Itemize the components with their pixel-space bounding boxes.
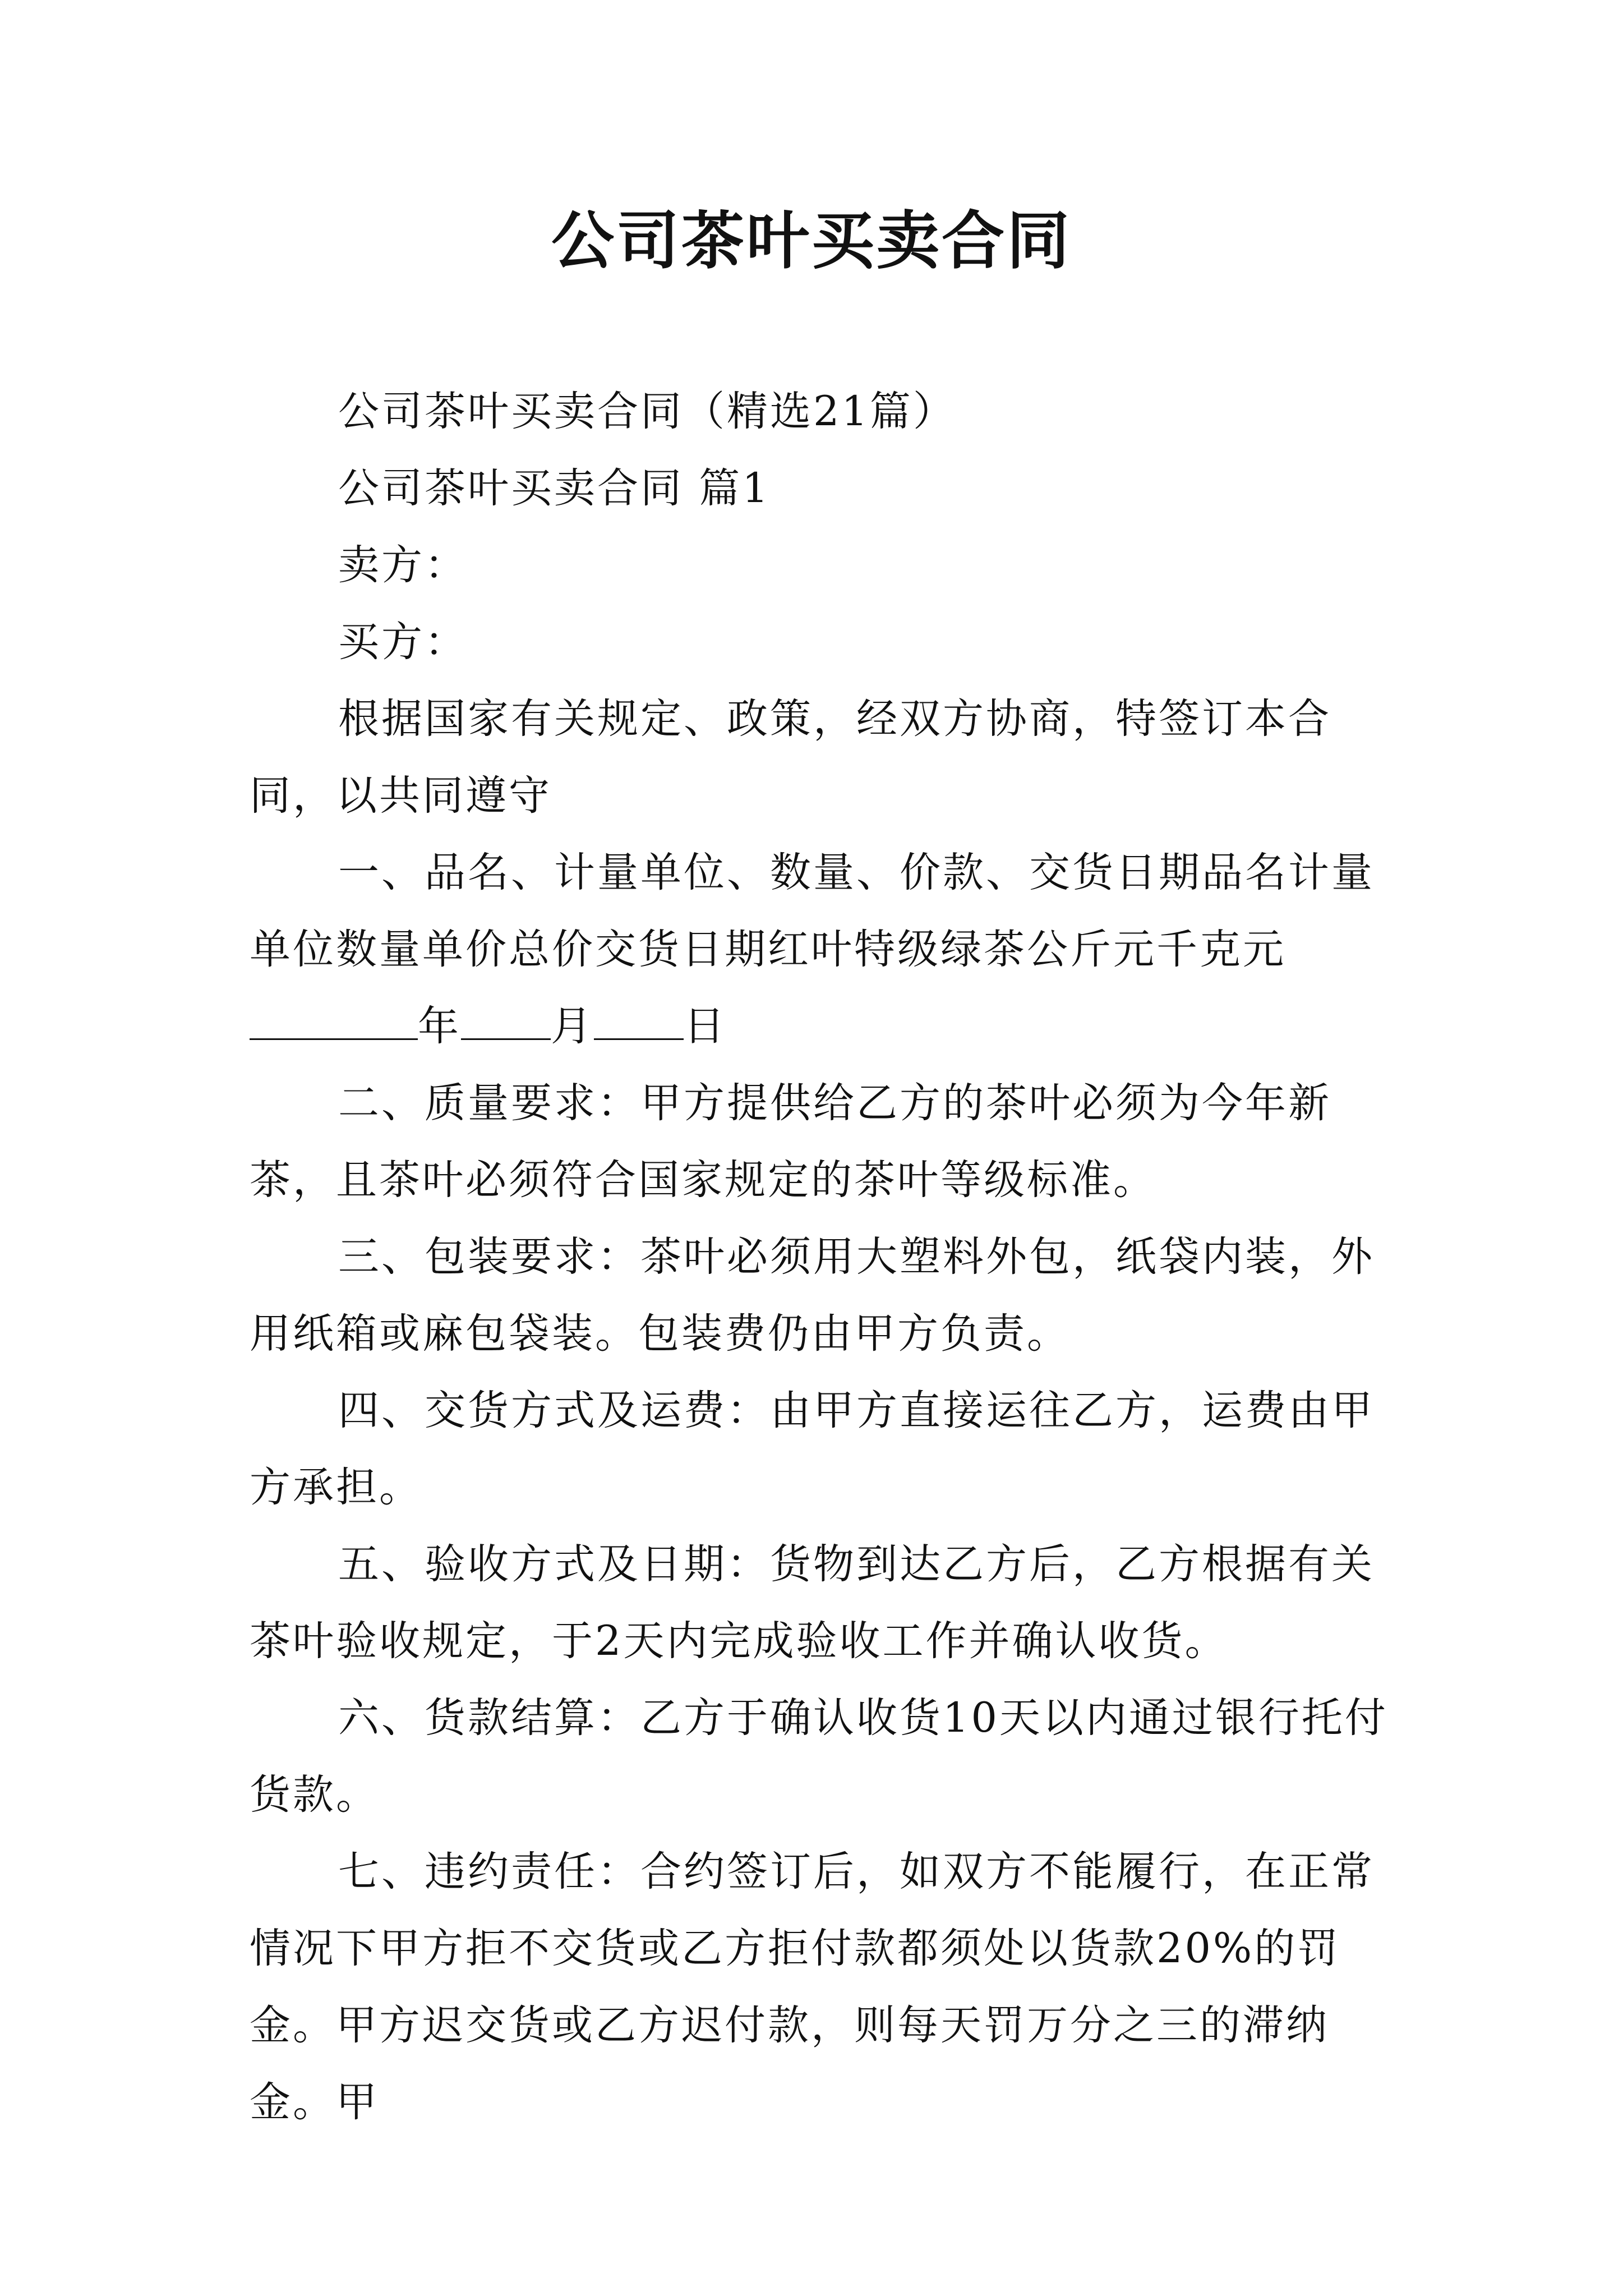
paragraph-clause-3: 三、包装要求：茶叶必须用大塑料外包，纸袋内装，外用纸箱或麻包袋装。包装费仍由甲方负责。 bbox=[250, 1233, 1375, 1358]
month-label: 月 bbox=[551, 1002, 594, 1050]
document-body bbox=[250, 373, 1388, 2141]
paragraph-buyer: 买方： bbox=[338, 618, 468, 666]
month-blank bbox=[461, 1002, 551, 1040]
year-label: 年 bbox=[418, 1002, 461, 1050]
paragraph-clause-5: 五、验收方式及日期：货物到达乙方后，乙方根据有关茶叶验收规定，于2天内完成验收工作并确认收货。 bbox=[250, 1540, 1375, 1665]
paragraph-clause-7: 七、违约责任：合约签订后，如双方不能履行，在正常情况下甲方拒不交货或乙方拒付款都须处以货款20%的罚金。甲方迟交货或乙方迟付款，则每天罚万分之三的滞纳金。甲 bbox=[250, 1848, 1375, 2126]
paragraph-seller: 卖方： bbox=[338, 541, 468, 589]
paragraph-clause-4: 四、交货方式及运费：由甲方直接运往乙方，运费由甲方承担。 bbox=[250, 1387, 1375, 1511]
paragraph-subtitle: 公司茶叶买卖合同（精选21篇） bbox=[338, 388, 956, 435]
paragraph-section-heading: 公司茶叶买卖合同 篇1 bbox=[338, 464, 771, 512]
day-blank bbox=[594, 1002, 684, 1040]
day-label: 日 bbox=[684, 1002, 727, 1050]
paragraph-clause-1: 一、品名、计量单位、数量、价款、交货日期品名计量单位数量单价总价交货日期红叶特级绿茶公斤元千克元 bbox=[250, 849, 1375, 973]
paragraph-clause-6: 六、货款结算：乙方于确认收货10天以内通过银行托付货款。 bbox=[250, 1694, 1388, 1819]
date-line bbox=[250, 988, 1388, 1065]
paragraph-preamble: 根据国家有关规定、政策，经双方协商，特签订本合同，以共同遵守 bbox=[250, 695, 1331, 820]
year-blank bbox=[250, 1002, 418, 1040]
document-title: 公司茶叶买卖合同 bbox=[551, 204, 1072, 278]
paragraph-clause-2: 二、质量要求：甲方提供给乙方的茶叶必须为今年新茶，且茶叶必须符合国家规定的茶叶等级标准。 bbox=[250, 1079, 1331, 1204]
